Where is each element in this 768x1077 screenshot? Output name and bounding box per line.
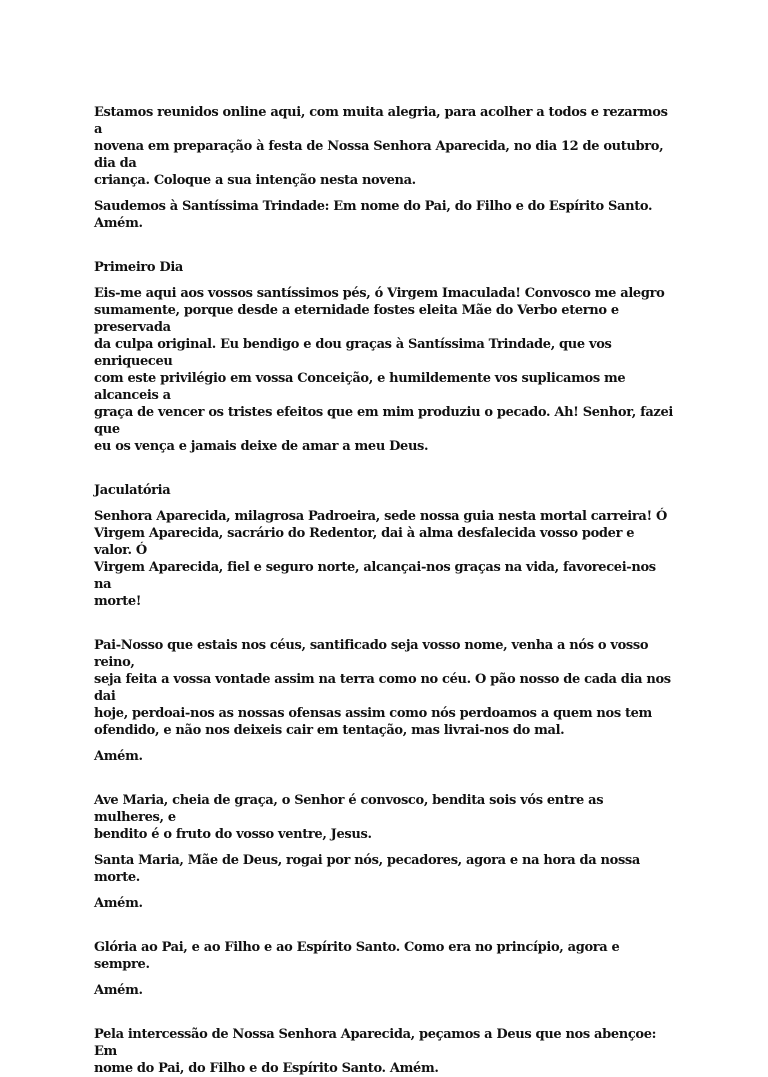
santa-maria-paragraph: Santa Maria, Mãe de Deus, rogai por nós, pecadores, agora e na hora da nossa morte.	[94, 853, 640, 885]
gloria-paragraph: Glória ao Pai, e ao Filho e ao Espírito Santo. Como era no princípio, agora e sempre.	[94, 940, 620, 972]
bencao-paragraph: Pela intercessão de Nossa Senhora Aparecida, peçamos a Deus que nos abençoe: Em nome do Pai, do Filho e do Espírito Santo. Amém.	[94, 1027, 657, 1076]
amem-2: Amém.	[94, 896, 143, 911]
intro-paragraph: Estamos reunidos online aqui, com muita alegria, para acolher a todos e rezarmos a novena em preparação à festa de Nossa Senhora Aparecida, no dia 12 de outubro, dia da criança. Coloque a sua intenção nesta novena.	[94, 105, 668, 188]
document-page	[94, 104, 674, 1077]
ave-maria-paragraph: Ave Maria, cheia de graça, o Senhor é convosco, bendita sois vós entre as mulheres, e bendito é o fruto do vosso ventre, Jesus.	[94, 793, 604, 842]
primeiro-dia-heading: Primeiro Dia	[94, 260, 184, 275]
amem-1: Amém.	[94, 749, 143, 764]
jaculatoria-paragraph: Senhora Aparecida, milagrosa Padroeira, sede nossa guia nesta mortal carreira! Ó Virgem Aparecida, sacrário do Redentor, dai à alma desfalecida vosso poder e valor. Ó Virgem Aparecida, fiel e seguro norte, alcançai-nos graças na vida, favorecei-nos na morte!	[94, 509, 667, 609]
jaculatoria-heading: Jaculatória	[94, 483, 171, 498]
saudacao-paragraph: Saudemos à Santíssima Trindade: Em nome do Pai, do Filho e do Espírito Santo. Amém.	[94, 199, 653, 231]
amem-3: Amém.	[94, 983, 143, 998]
primeiro-dia-paragraph: Eis-me aqui aos vossos santíssimos pés, ó Virgem Imaculada! Convosco me alegro sumamente, porque desde a eternidade fostes eleita Mãe do Verbo eterno e preservada da culpa original. Eu bendigo e dou graças à Santíssima Trindade, que vos enriqueceu com este privilégio em vossa Conceição, e humildemente vos suplicamos me alcanceis a graça de vencer os tristes efeitos que em mim produziu o pecado. Ah! Senhor, fazei que eu os vença e jamais deixe de amar a meu Deus.	[94, 286, 673, 454]
pai-nosso-paragraph: Pai-Nosso que estais nos céus, santificado seja vosso nome, venha a nós o vosso reino, seja feita a vossa vontade assim na terra como no céu. O pão nosso de cada dia nos dai hoje, perdoai-nos as nossas ofensas assim como nós perdoamos a quem nos tem ofendido, e não nos deixeis cair em tentação, mas livrai-nos do mal.	[94, 638, 671, 738]
